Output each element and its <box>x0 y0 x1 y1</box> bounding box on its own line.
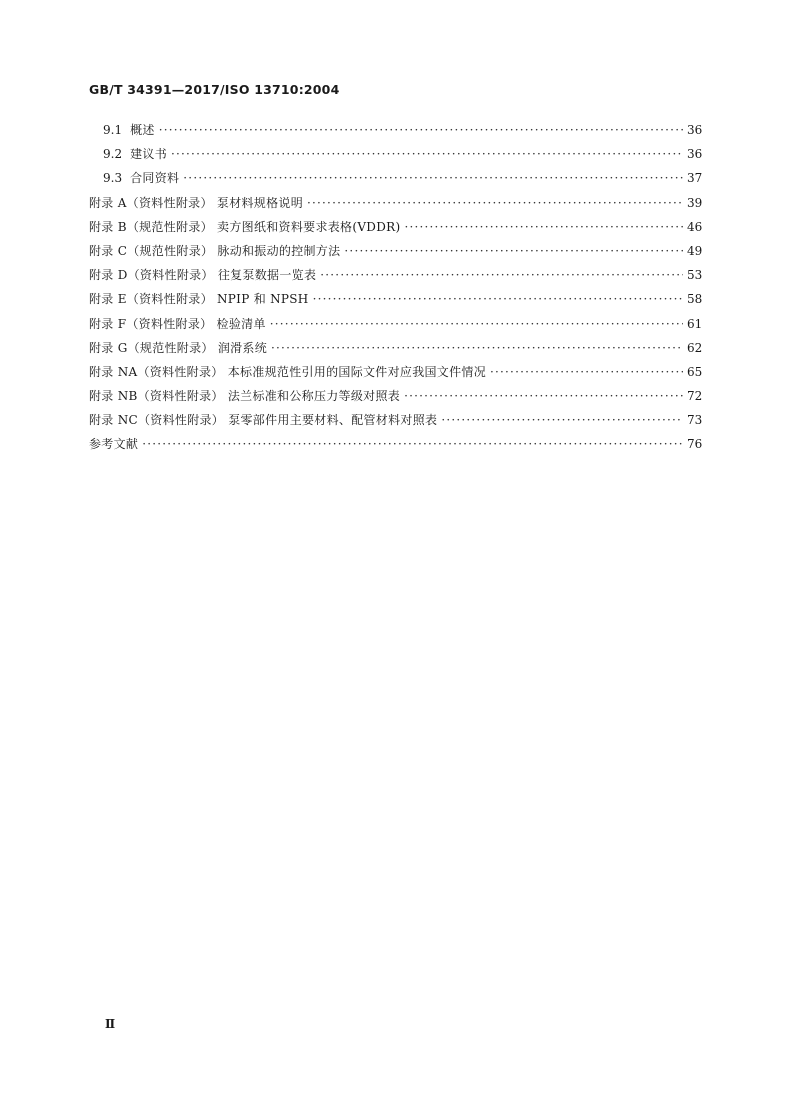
toc-entry-label: 附录 NA（资料性附录） 本标准规范性引用的国际文件对应我国文件情况 <box>89 364 486 379</box>
toc-entry-page: 58 <box>687 292 703 307</box>
toc-entry[interactable] <box>89 432 701 456</box>
toc-entry-label: 附录 F（资料性附录） 检验清单 <box>89 316 266 331</box>
toc-entry-label: 概述 <box>130 123 155 137</box>
toc-leader-dots <box>490 360 683 384</box>
toc-entry-label: 合同资料 <box>130 171 180 186</box>
toc-entry-page: 53 <box>687 268 703 283</box>
toc-leader-dots <box>159 118 683 142</box>
toc-entry-number: 9.2 <box>103 147 123 162</box>
toc-entry[interactable] <box>89 118 701 142</box>
toc-entry-page: 76 <box>687 437 703 452</box>
toc-leader-dots <box>344 239 683 263</box>
toc-entry-label: 附录 A（资料性附录） 泵材料规格说明 <box>89 195 303 210</box>
toc-entry-label: 附录 C（规范性附录） 脉动和振动的控制方法 <box>89 243 341 258</box>
toc-entry-label: 附录 E（资料性附录） NPIP 和 NPSH <box>89 292 309 307</box>
toc-leader-dots <box>313 287 683 311</box>
toc-entry[interactable] <box>89 408 701 432</box>
toc-entry[interactable] <box>89 287 701 311</box>
toc-entry[interactable] <box>89 384 701 408</box>
toc-entry-label: 附录 B（规范性附录） 卖方图纸和资料要求表格(VDDR) <box>89 219 401 234</box>
toc-entry[interactable] <box>89 142 701 166</box>
toc-leader-dots <box>171 142 683 166</box>
toc-entry-page: 61 <box>687 316 703 331</box>
toc-entry[interactable] <box>89 312 701 336</box>
toc-entry-page: 49 <box>687 243 703 258</box>
toc-entry[interactable] <box>89 166 701 190</box>
toc-entry[interactable] <box>89 239 701 263</box>
toc-leader-dots <box>142 432 683 456</box>
page-number: Ⅱ <box>105 1017 116 1031</box>
toc-leader-dots <box>441 408 683 432</box>
toc-entry-page: 72 <box>687 389 703 404</box>
document-header: GB/T 34391—2017/ISO 13710:2004 <box>89 82 340 97</box>
toc-entry-page: 37 <box>687 171 703 186</box>
toc-entry-page: 36 <box>687 123 703 137</box>
toc-entry[interactable] <box>89 360 701 384</box>
toc-entry[interactable] <box>89 336 701 360</box>
toc-entry-number: 9.1 <box>103 123 123 137</box>
toc-leader-dots <box>404 215 683 239</box>
toc-entry-label: 参考文献 <box>89 437 139 452</box>
toc-entry-label: 附录 D（资料性附录） 往复泵数据一览表 <box>89 268 317 283</box>
toc-leader-dots <box>404 384 683 408</box>
toc-leader-dots <box>307 191 683 215</box>
toc-entry-page: 73 <box>687 413 703 428</box>
toc-entry-label: 附录 NC（资料性附录） 泵零部件用主要材料、配管材料对照表 <box>89 413 438 428</box>
table-of-contents <box>89 118 701 457</box>
toc-entry-page: 65 <box>687 364 703 379</box>
toc-entry-page: 36 <box>687 147 703 162</box>
toc-entry-label: 附录 NB（资料性附录） 法兰标准和公称压力等级对照表 <box>89 389 401 404</box>
toc-leader-dots <box>320 263 683 287</box>
toc-entry[interactable] <box>89 263 701 287</box>
toc-entry-number: 9.3 <box>103 171 123 186</box>
toc-entry[interactable] <box>89 191 701 215</box>
toc-entry-page: 62 <box>687 340 703 355</box>
toc-entry-label: 建议书 <box>130 147 167 162</box>
toc-entry[interactable] <box>89 215 701 239</box>
toc-entry-page: 39 <box>687 195 703 210</box>
toc-entry-label: 附录 G（规范性附录） 润滑系统 <box>89 340 268 355</box>
toc-leader-dots <box>183 166 683 190</box>
toc-entry-page: 46 <box>687 219 703 234</box>
toc-leader-dots <box>271 336 683 360</box>
toc-leader-dots <box>270 312 683 336</box>
